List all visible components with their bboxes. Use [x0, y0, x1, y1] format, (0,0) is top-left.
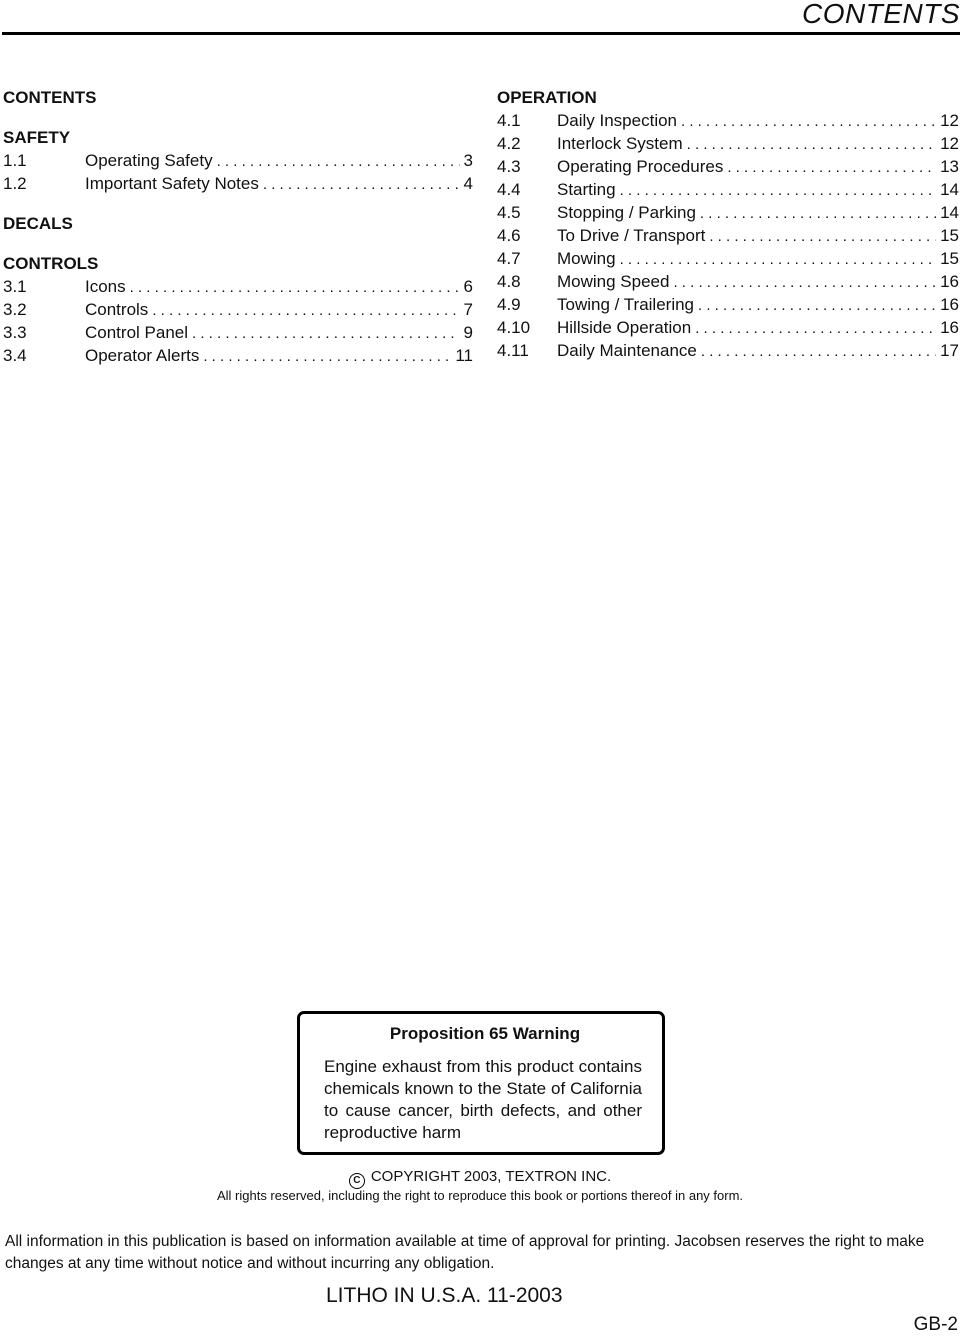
toc-entry-page: 4: [463, 174, 473, 193]
toc-entry-number: 3.4: [3, 346, 27, 365]
dot-leader: [620, 249, 936, 271]
toc-entry-label: Icons: [85, 277, 126, 296]
toc-entry-number: 4.3: [497, 157, 521, 176]
toc-section-safety: [3, 126, 473, 196]
toc-entry[interactable]: [497, 110, 959, 133]
toc-right-column: [497, 86, 959, 363]
dot-leader: [698, 295, 936, 317]
dot-leader: [152, 300, 459, 322]
toc-entry-label: Interlock System: [557, 134, 683, 153]
toc-entry-page: 6: [463, 277, 473, 296]
page-header-title: CONTENTS: [802, 0, 960, 29]
toc-entry-number: 3.3: [3, 323, 27, 342]
toc-entry[interactable]: [3, 150, 473, 173]
toc-entry-page: 16: [940, 272, 959, 291]
toc-entry-page: 13: [940, 157, 959, 176]
toc-entry-label: Operating Safety: [85, 151, 213, 170]
toc-entry[interactable]: [3, 173, 473, 196]
section-title: CONTROLS: [3, 254, 99, 273]
dot-leader: [217, 151, 460, 173]
toc-entry-number: 4.6: [497, 226, 521, 245]
disclaimer-text: All information in this publication is based on information available at time of approval for printing. Jacobsen reserves the right to make changes at any time without notice and without incurring any obligation.: [5, 1233, 925, 1272]
section-title: SAFETY: [3, 128, 71, 147]
copyright-text: COPYRIGHT 2003, TEXTRON INC.: [370, 1168, 612, 1185]
toc-entry[interactable]: [3, 322, 473, 345]
toc-entry-number: 1.1: [3, 151, 27, 170]
toc-entry-label: Mowing: [557, 249, 616, 268]
toc-entry[interactable]: [3, 276, 473, 299]
toc-heading: CONTENTS: [3, 88, 97, 107]
warning-body: Engine exhaust from this product contains chemicals known to the State of California to cause cancer, birth defects, and other reproductive harm: [324, 1057, 642, 1142]
toc-entry-number: 4.11: [497, 341, 529, 360]
toc-entry-number: 1.2: [3, 174, 27, 193]
toc-entry-label: Important Safety Notes: [85, 174, 259, 193]
toc-entry-page: 16: [940, 318, 959, 337]
toc-entry-page: 7: [463, 300, 473, 319]
toc-entry-number: 3.1: [3, 277, 27, 296]
toc-entry[interactable]: [3, 299, 473, 322]
toc-entry-number: 4.9: [497, 295, 521, 314]
dot-leader: [701, 341, 936, 363]
toc-entry[interactable]: [497, 133, 959, 156]
toc-section-controls: [3, 252, 473, 368]
dot-leader: [130, 277, 460, 299]
toc-section-decals: [3, 212, 473, 236]
dot-leader: [709, 226, 936, 248]
toc-entry-label: Stopping / Parking: [557, 203, 696, 222]
toc-entry-page: 14: [940, 203, 959, 222]
toc-entry-page: 12: [940, 111, 959, 130]
toc-entry[interactable]: [497, 271, 959, 294]
toc-entry-label: Operator Alerts: [85, 346, 200, 365]
toc-entry-number: 4.8: [497, 272, 521, 291]
copyright-icon: C: [349, 1173, 365, 1189]
dot-leader: [687, 134, 936, 156]
header-rule: [2, 32, 960, 35]
toc-entry[interactable]: [497, 248, 959, 271]
dot-leader: [673, 272, 936, 294]
toc-entry-page: 14: [940, 180, 959, 199]
section-title: OPERATION: [497, 88, 597, 107]
toc-entry-label: Towing / Trailering: [557, 295, 695, 314]
toc-entry-label: Operating Procedures: [557, 157, 724, 176]
toc-entry-page: 15: [940, 249, 959, 268]
toc-entry-page: 12: [940, 134, 959, 153]
dot-leader: [620, 180, 936, 202]
dot-leader: [695, 318, 936, 340]
toc-entry-label: Mowing Speed: [557, 272, 670, 291]
dot-leader: [727, 157, 936, 179]
warning-title: Proposition 65 Warning: [389, 1024, 581, 1043]
toc-entry[interactable]: [497, 317, 959, 340]
toc-entry-number: 3.2: [3, 300, 27, 319]
toc-entry-page: 11: [455, 346, 473, 365]
toc-entry-label: To Drive / Transport: [557, 226, 706, 245]
dot-leader: [192, 323, 460, 345]
toc-entry-page: 16: [940, 295, 959, 314]
toc-entry[interactable]: [497, 156, 959, 179]
toc-entry-label: Daily Inspection: [557, 111, 678, 130]
toc-entry[interactable]: [3, 345, 473, 368]
toc-entry-number: 4.5: [497, 203, 521, 222]
toc-entry-label: Control Panel: [85, 323, 189, 342]
toc-entry-page: 15: [940, 226, 959, 245]
toc-left-column: [3, 86, 473, 368]
toc-entry[interactable]: [497, 225, 959, 248]
toc-entry-number: 4.1: [497, 111, 521, 130]
toc-entry[interactable]: [497, 294, 959, 317]
toc-entry-number: 4.4: [497, 180, 521, 199]
copyright-line: [0, 1167, 960, 1189]
toc-entry-label: Daily Maintenance: [557, 341, 697, 360]
toc-entry-number: 4.10: [497, 318, 531, 337]
toc-entry-label: Starting: [557, 180, 616, 199]
dot-leader: [681, 111, 936, 133]
dot-leader: [203, 346, 451, 368]
toc-entry-number: 4.7: [497, 249, 521, 268]
toc-entry[interactable]: [497, 179, 959, 202]
toc-entry-page: 3: [463, 151, 473, 170]
page-number: GB-2: [913, 1314, 958, 1335]
toc-entry-label: Controls: [85, 300, 149, 319]
section-title[interactable]: DECALS: [3, 214, 73, 233]
toc-entry-number: 4.2: [497, 134, 521, 153]
toc-entry-page: 17: [940, 341, 959, 360]
toc-entry[interactable]: [497, 202, 959, 225]
litho-line: LITHO IN U.S.A. 11-2003: [326, 1284, 563, 1307]
prop65-warning-box: [297, 1011, 665, 1155]
toc-entry-label: Hillside Operation: [557, 318, 692, 337]
dot-leader: [700, 203, 936, 225]
toc-entry-page: 9: [463, 323, 473, 342]
dot-leader: [263, 174, 460, 196]
toc-entry[interactable]: [497, 340, 959, 363]
rights-reserved: All rights reserved, including the right to reproduce this book or portions thereof in any form.: [216, 1188, 744, 1203]
